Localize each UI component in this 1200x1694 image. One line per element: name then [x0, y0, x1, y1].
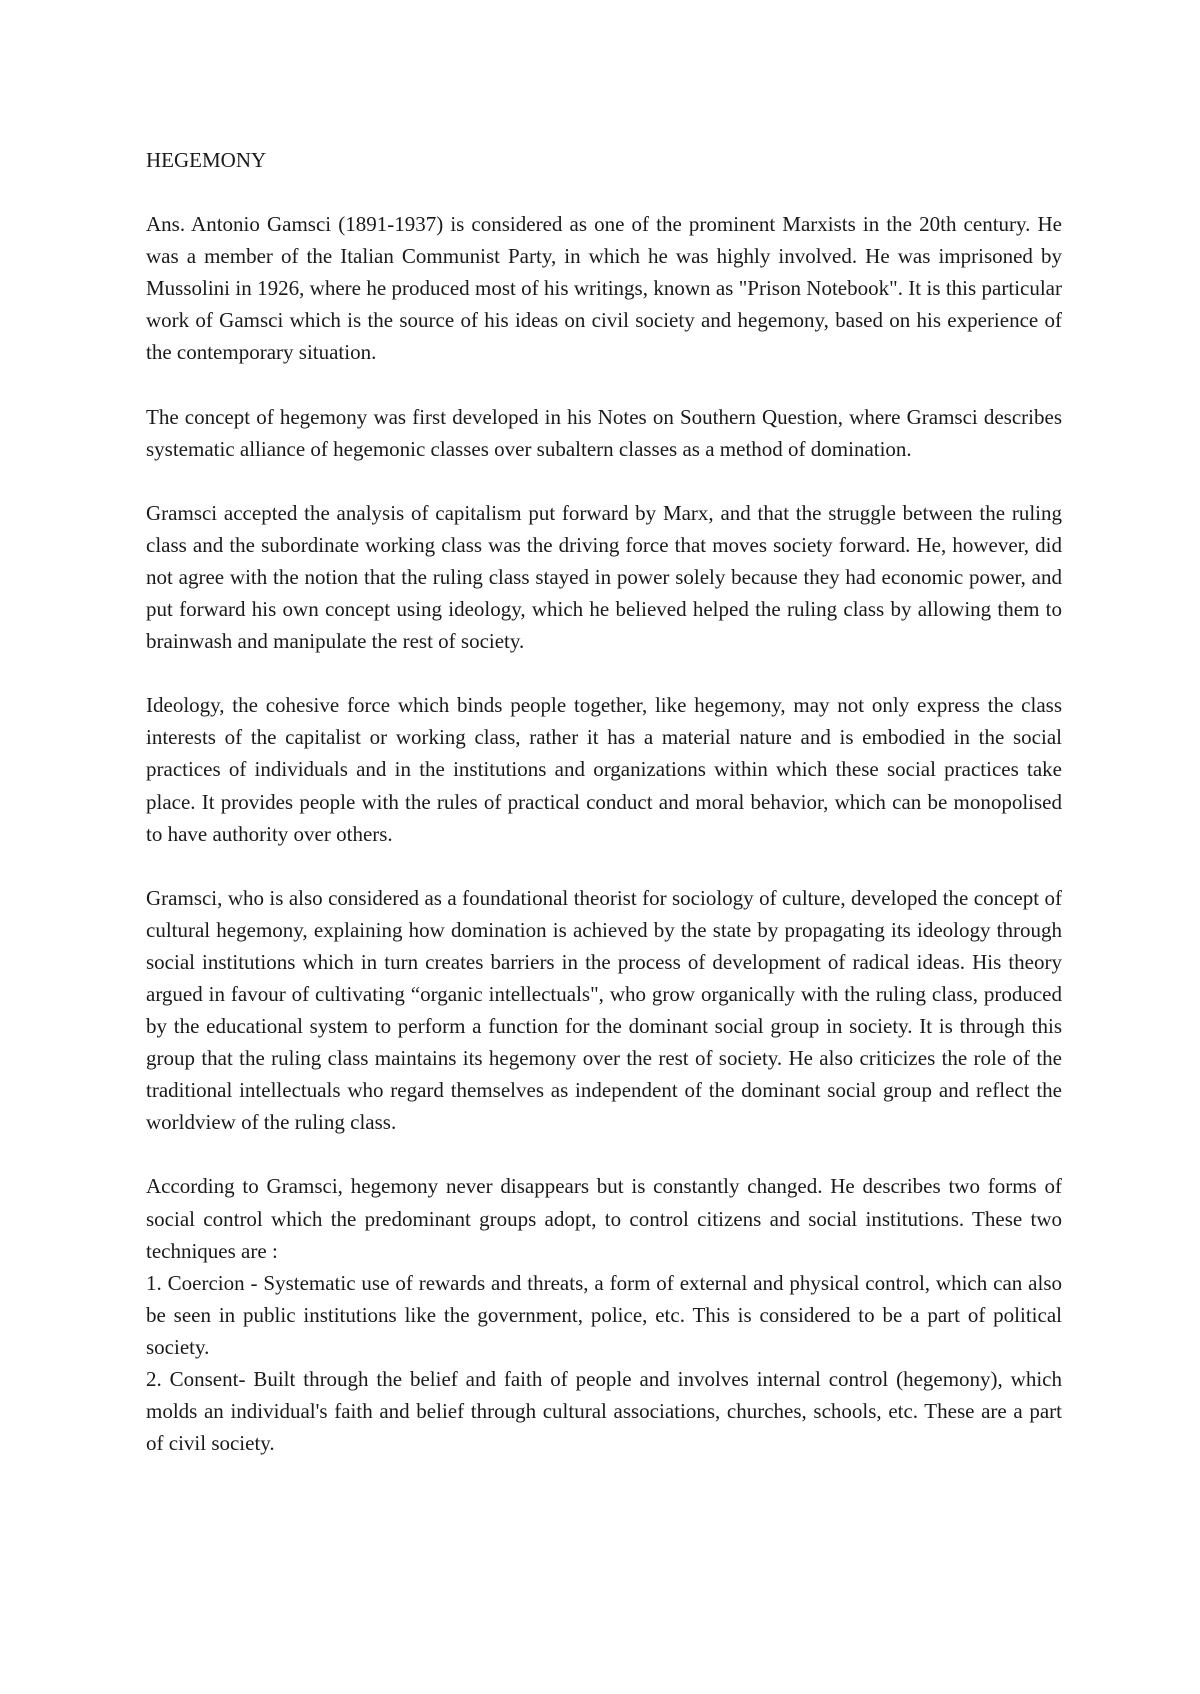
techniques-list [146, 1267, 1062, 1460]
paragraph-social-control: According to Gramsci, hegemony never disappears but is constantly changed. He describes two forms of social control which the predominant groups adopt, to control citizens and social institutions. These two techniques are : [146, 1174, 1062, 1263]
paragraph-concept-origin: The concept of hegemony was first developed in his Notes on Southern Question, where Gramsci describes systematic alliance of hegemonic classes over subaltern classes as a method of domination. [146, 404, 1062, 461]
document-title: HEGEMONY [146, 148, 267, 172]
paragraph-intro: Ans. Antonio Gamsci (1891-1937) is considered as one of the prominent Marxists in the 20th century. He was a member of the Italian Communist Party, in which he was highly involved. He was imprisoned by Mussolini in 1926, where he produced most of his writings, known as "Prison Notebook". It is this particular work of Gamsci which is the source of his ideas on civil society and hegemony, based on his experience of the contemporary situation. [146, 212, 1062, 365]
list-item-consent: 2. Consent- Built through the belief and faith of people and involves internal control (hegemony), which molds an individual's faith and belief through cultural associations, churches, schools, etc. These are a part of civil society. [146, 1367, 1062, 1456]
document-page [146, 144, 1062, 1459]
paragraph-cultural-hegemony: Gramsci, who is also considered as a foundational theorist for sociology of culture, developed the concept of cultural hegemony, explaining how domination is achieved by the state by propagating its ideology through social institutions which in turn creates barriers in the process of development of radical ideas. His theory argued in favour of cultivating “organic intellectuals", who grow organically with the ruling class, produced by the educational system to perform a function for the dominant social group in society. It is through this group that the ruling class maintains its hegemony over the rest of society. He also criticizes the role of the traditional intellectuals who regard themselves as independent of the dominant social group and reflect the worldview of the ruling class. [146, 885, 1062, 1135]
paragraph-ideology: Ideology, the cohesive force which binds people together, like hegemony, may not only express the class interests of the capitalist or working class, rather it has a material nature and is embodied in the social practices of individuals and in the institutions and organizations within which these social practices take place. It provides people with the rules of practical conduct and moral behavior, which can be monopolised to have authority over others. [146, 693, 1062, 846]
list-item-coercion: 1. Coercion - Systematic use of rewards and threats, a form of external and physical control, which can also be seen in public institutions like the government, police, etc. This is considered to be a part of political society. [146, 1270, 1062, 1359]
paragraph-marx-analysis: Gramsci accepted the analysis of capitalism put forward by Marx, and that the struggle between the ruling class and the subordinate working class was the driving force that moves society forward. He, however, did not agree with the notion that the ruling class stayed in power solely because they had economic power, and put forward his own concept using ideology, which he believed helped the ruling class by allowing them to brainwash and manipulate the rest of society. [146, 500, 1062, 654]
